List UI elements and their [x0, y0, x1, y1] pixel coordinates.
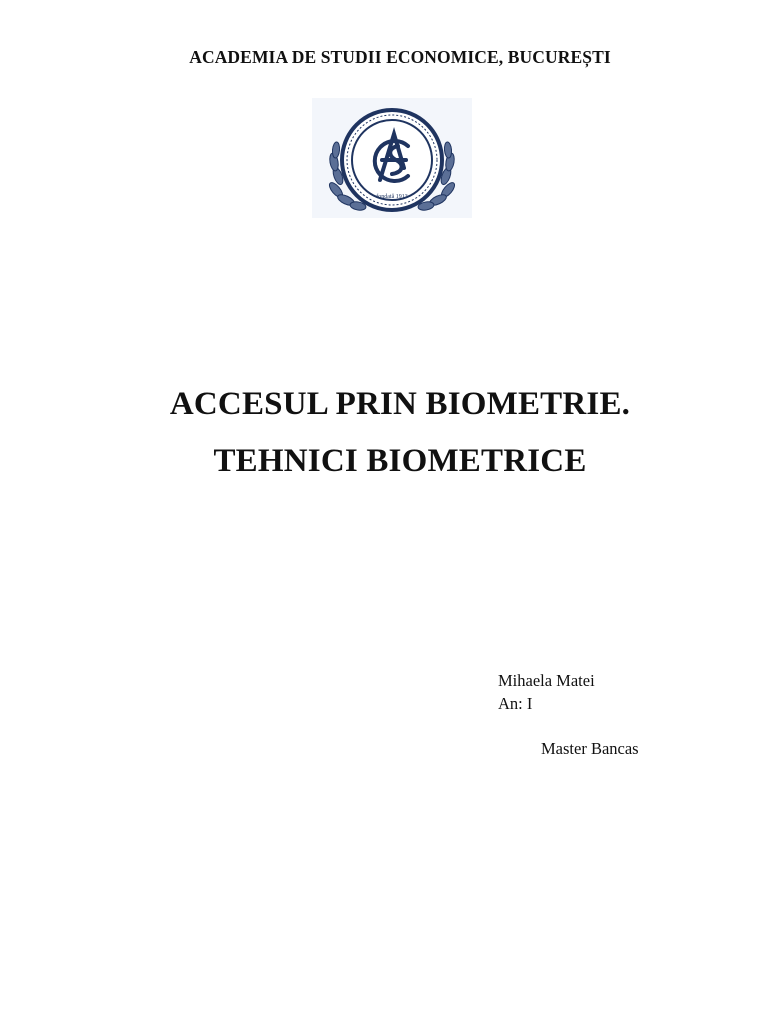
institution-name: ACADEMIA DE STUDII ECONOMICE, BUCUREȘTI	[189, 47, 611, 67]
study-year: An: I	[498, 694, 533, 713]
document-title-line-2: TEHNICI BIOMETRICE	[213, 443, 587, 479]
author-name: Mihaela Matei	[498, 671, 595, 690]
founded-text: fondată 1913	[376, 194, 408, 200]
document-title-line-1: ACCESUL PRIN BIOMETRIE.	[169, 386, 631, 422]
ase-logo	[312, 98, 472, 218]
study-program: Master Bancas	[541, 739, 639, 758]
